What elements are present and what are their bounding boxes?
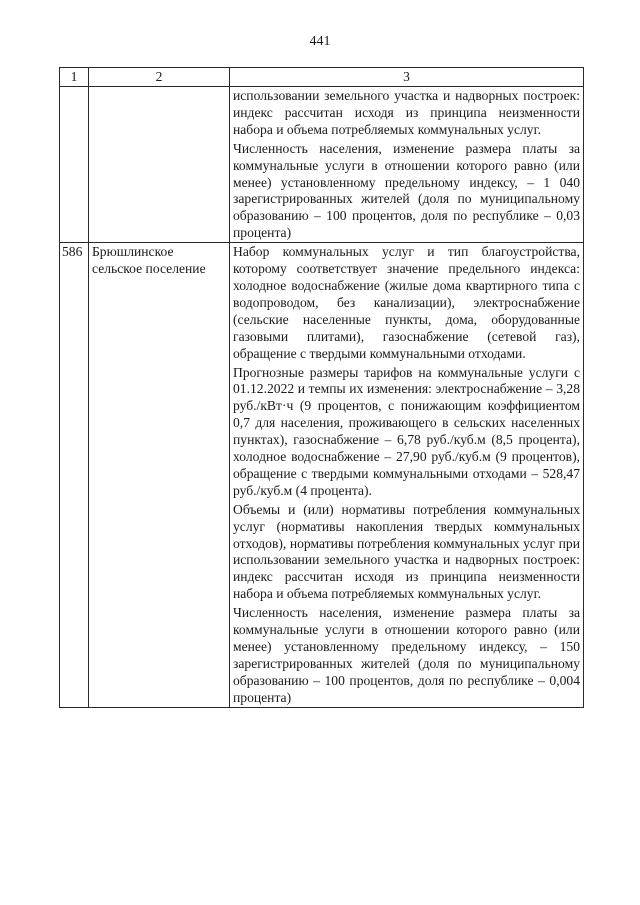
row-number [60, 87, 88, 88]
description-paragraph: использовании земельного участка и надворных построек: индекс рассчитан исходя из принципа неизменности набора и объема потребляемых коммунальных услуг. [233, 88, 580, 137]
description-paragraph: Численность населения, изменение размера платы за коммунальные услуги в отношении которого равно (или менее) установленному предельному индексу, – 150 зарегистрированных жителей (доля по муниципальному образованию – 100 процентов, доля по республике – 0,004 процента) [233, 605, 580, 705]
description-cell [230, 243, 584, 707]
municipality-name [89, 87, 229, 88]
description-paragraph: Объемы и (или) нормативы потребления коммунальных услуг (нормативы накопления твердых коммунальных отходов), нормативы потребления коммунальных услуг при использовании земельного участка и надворных построек: индекс рассчитан исходя из принципа неизменности набора и объема потребляемых коммунальных услуг. [233, 501, 580, 602]
description-paragraph: Прогнозные размеры тарифов на коммунальные услуги с 01.12.2022 и темпы их изменения: электроснабжение – 3,28 руб./кВт·ч (9 процентов, с понижающим коэффициентом 0,7 для населения, проживающего в сельских населенных пунктах), газоснабжение – 6,78 руб./куб.м (8,5 процента), холодное водоснабжение – 27,90 руб./куб.м (9 процентов), обращение с твердыми коммунальными отходами – 528,47 руб./куб.м (4 процента). [233, 364, 580, 498]
municipality-cell [89, 243, 230, 707]
tariff-table [59, 67, 584, 708]
header-col-2: 2 [89, 68, 230, 87]
header-col-1: 1 [60, 68, 89, 87]
description-cell [230, 87, 584, 243]
table-row [60, 243, 584, 707]
row-number-cell [60, 243, 89, 707]
municipality-name: Брюшлинское сельское поселение [92, 244, 206, 277]
header-col-3: 3 [230, 68, 584, 87]
description-paragraph: Численность населения, изменение размера платы за коммунальные услуги в отношении которого равно (или менее) установленному предельному индексу, – 1 040 зарегистрированных жителей (доля по муниципальному образованию – 100 процентов, доля по республике – 0,03 процента) [233, 140, 580, 241]
table-header-row [60, 68, 584, 87]
description-paragraph: Набор коммунальных услуг и тип благоустройства, которому соответствует значение предельного индекса: холодное водоснабжение (жилые дома квартирного типа с водопроводом, без канализации), электроснабжение (сельские населенные пункты, дома, оборудованные газовыми плитами), газоснабжение (сетевой газ), обращение с твердыми коммунальными отходами. [233, 244, 580, 361]
page-number: 441 [309, 34, 331, 49]
municipality-cell [89, 87, 230, 243]
row-number: 586 [62, 244, 83, 260]
table-row [60, 87, 584, 243]
row-number-cell [60, 87, 89, 243]
